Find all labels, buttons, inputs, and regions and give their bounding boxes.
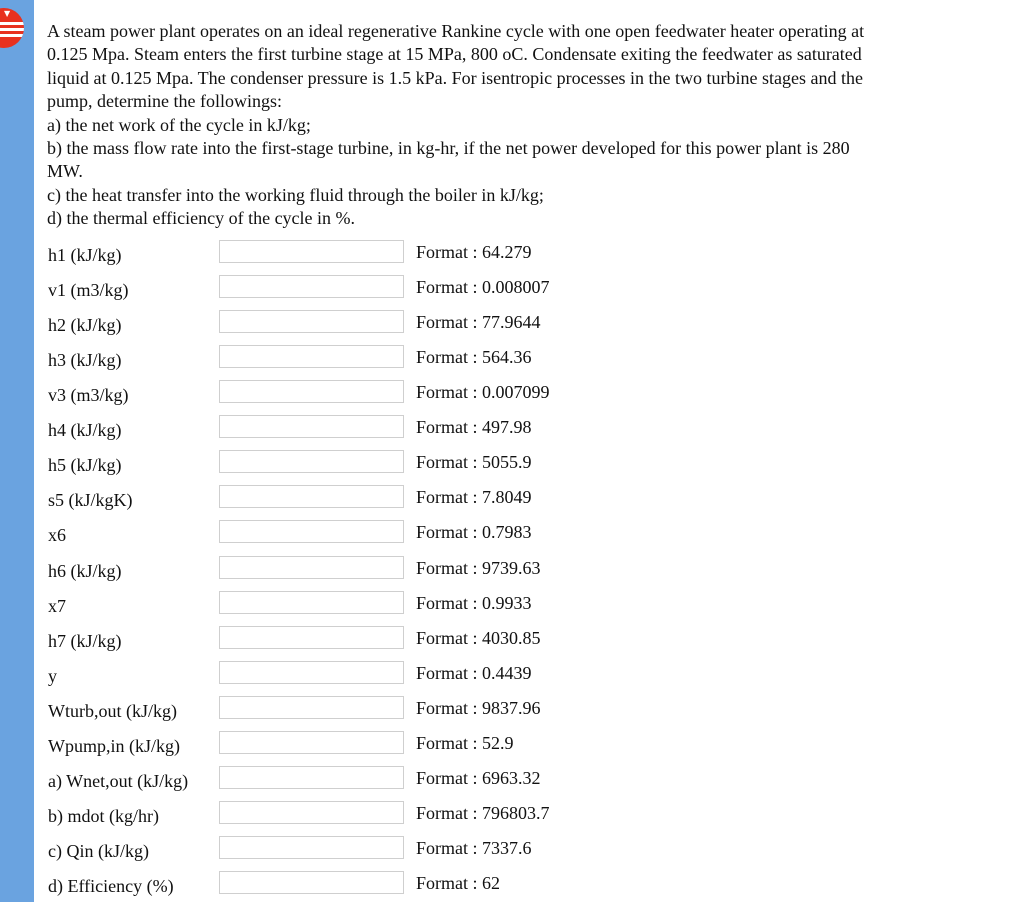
answer-row <box>47 517 997 552</box>
answer-input-s5[interactable] <box>219 485 404 508</box>
answer-row <box>47 447 997 482</box>
answer-row <box>47 658 997 693</box>
problem-line: d) the thermal efficiency of the cycle in %. <box>47 208 356 229</box>
problem-line: pump, determine the followings: <box>47 91 282 112</box>
answer-input-x6[interactable] <box>219 520 404 543</box>
answer-label: b) mdot (kg/hr) <box>48 806 159 827</box>
format-hint: Format : 52.9 <box>416 732 514 753</box>
answer-input-h6[interactable] <box>219 556 404 579</box>
answer-label: a) Wnet,out (kJ/kg) <box>48 771 189 792</box>
answer-label: x6 <box>48 525 66 546</box>
format-hint: Format : 0.008007 <box>416 276 550 297</box>
format-hint: Format : 4030.85 <box>416 627 541 648</box>
answer-label: h3 (kJ/kg) <box>48 349 122 370</box>
format-hint: Format : 497.98 <box>416 417 532 438</box>
answer-row <box>47 237 997 272</box>
answer-row <box>47 342 997 377</box>
answer-label: h5 (kJ/kg) <box>48 455 122 476</box>
answer-label: Wturb,out (kJ/kg) <box>48 700 177 721</box>
format-hint: Format : 0.9933 <box>416 592 532 613</box>
answer-label: s5 (kJ/kgK) <box>48 490 133 511</box>
answer-input-wturb-out[interactable] <box>219 696 404 719</box>
answer-row <box>47 693 997 728</box>
format-hint: Format : 0.7983 <box>416 522 532 543</box>
problem-statement <box>47 20 997 231</box>
answer-label: h7 (kJ/kg) <box>48 630 122 651</box>
answer-row <box>47 763 997 798</box>
answer-row <box>47 623 997 658</box>
left-sidebar-strip <box>0 0 34 902</box>
answer-label: h4 (kJ/kg) <box>48 420 122 441</box>
format-hint: Format : 9739.63 <box>416 557 541 578</box>
answer-row <box>47 868 997 903</box>
answer-label: d) Efficiency (%) <box>48 876 174 897</box>
format-hint: Format : 7.8049 <box>416 487 532 508</box>
answer-input-mdot[interactable] <box>219 801 404 824</box>
answer-row <box>47 307 997 342</box>
answer-input-h3[interactable] <box>219 345 404 368</box>
answer-row <box>47 798 997 833</box>
answer-label: x7 <box>48 595 66 616</box>
answer-input-h4[interactable] <box>219 415 404 438</box>
format-hint: Format : 796803.7 <box>416 803 550 824</box>
answer-row <box>47 553 997 588</box>
problem-line: c) the heat transfer into the working fluid through the boiler in kJ/kg; <box>47 184 544 205</box>
answer-row <box>47 377 997 412</box>
format-hint: Format : 0.007099 <box>416 382 550 403</box>
answer-row <box>47 728 997 763</box>
answer-input-v1[interactable] <box>219 275 404 298</box>
format-hint: Format : 7337.6 <box>416 838 532 859</box>
format-hint: Format : 5055.9 <box>416 452 532 473</box>
answer-label: h1 (kJ/kg) <box>48 244 122 265</box>
answer-label: h6 (kJ/kg) <box>48 560 122 581</box>
problem-line: liquid at 0.125 Mpa. The condenser pressure is 1.5 kPa. For isentropic processes in the two turbine stages and the <box>47 67 864 88</box>
answer-input-wpump-in[interactable] <box>219 731 404 754</box>
problem-line: A steam power plant operates on an ideal regenerative Rankine cycle with one open feedwater heater operating at <box>47 21 865 41</box>
answer-label: v1 (m3/kg) <box>48 279 129 300</box>
format-hint: Format : 9837.96 <box>416 697 541 718</box>
answer-input-efficiency[interactable] <box>219 871 404 894</box>
answer-input-x7[interactable] <box>219 591 404 614</box>
answer-label: c) Qin (kJ/kg) <box>48 841 149 862</box>
answer-label: v3 (m3/kg) <box>48 385 129 406</box>
answer-row <box>47 833 997 868</box>
format-hint: Format : 64.279 <box>416 241 532 262</box>
answer-input-h7[interactable] <box>219 626 404 649</box>
answer-row <box>47 412 997 447</box>
answer-input-wnet-out[interactable] <box>219 766 404 789</box>
answer-row <box>47 588 997 623</box>
answer-label: h2 (kJ/kg) <box>48 314 122 335</box>
plugin-logo-icon[interactable]: ▼ <box>0 8 24 48</box>
answer-row <box>47 482 997 517</box>
answer-label: Wpump,in (kJ/kg) <box>48 735 180 756</box>
format-hint: Format : 77.9644 <box>416 311 541 332</box>
format-hint: Format : 6963.32 <box>416 768 541 789</box>
answer-input-v3[interactable] <box>219 380 404 403</box>
answer-row <box>47 272 997 307</box>
answer-input-h2[interactable] <box>219 310 404 333</box>
problem-line: 0.125 Mpa. Steam enters the first turbine stage at 15 MPa, 800 oC. Condensate exiting the feedwater as saturated <box>47 44 862 65</box>
problem-line: MW. <box>47 161 83 182</box>
format-hint: Format : 0.4439 <box>416 662 532 683</box>
answer-input-qin[interactable] <box>219 836 404 859</box>
answer-input-y[interactable] <box>219 661 404 684</box>
question-content <box>47 20 997 903</box>
answer-rows <box>47 237 997 903</box>
answer-label: y <box>48 665 57 686</box>
format-hint: Format : 62 <box>416 873 500 894</box>
answer-input-h1[interactable] <box>219 240 404 263</box>
problem-line: b) the mass flow rate into the first-stage turbine, in kg-hr, if the net power developed for this power plant is 280 <box>47 138 850 159</box>
answer-input-h5[interactable] <box>219 450 404 473</box>
problem-line: a) the net work of the cycle in kJ/kg; <box>47 114 311 135</box>
format-hint: Format : 564.36 <box>416 346 532 367</box>
